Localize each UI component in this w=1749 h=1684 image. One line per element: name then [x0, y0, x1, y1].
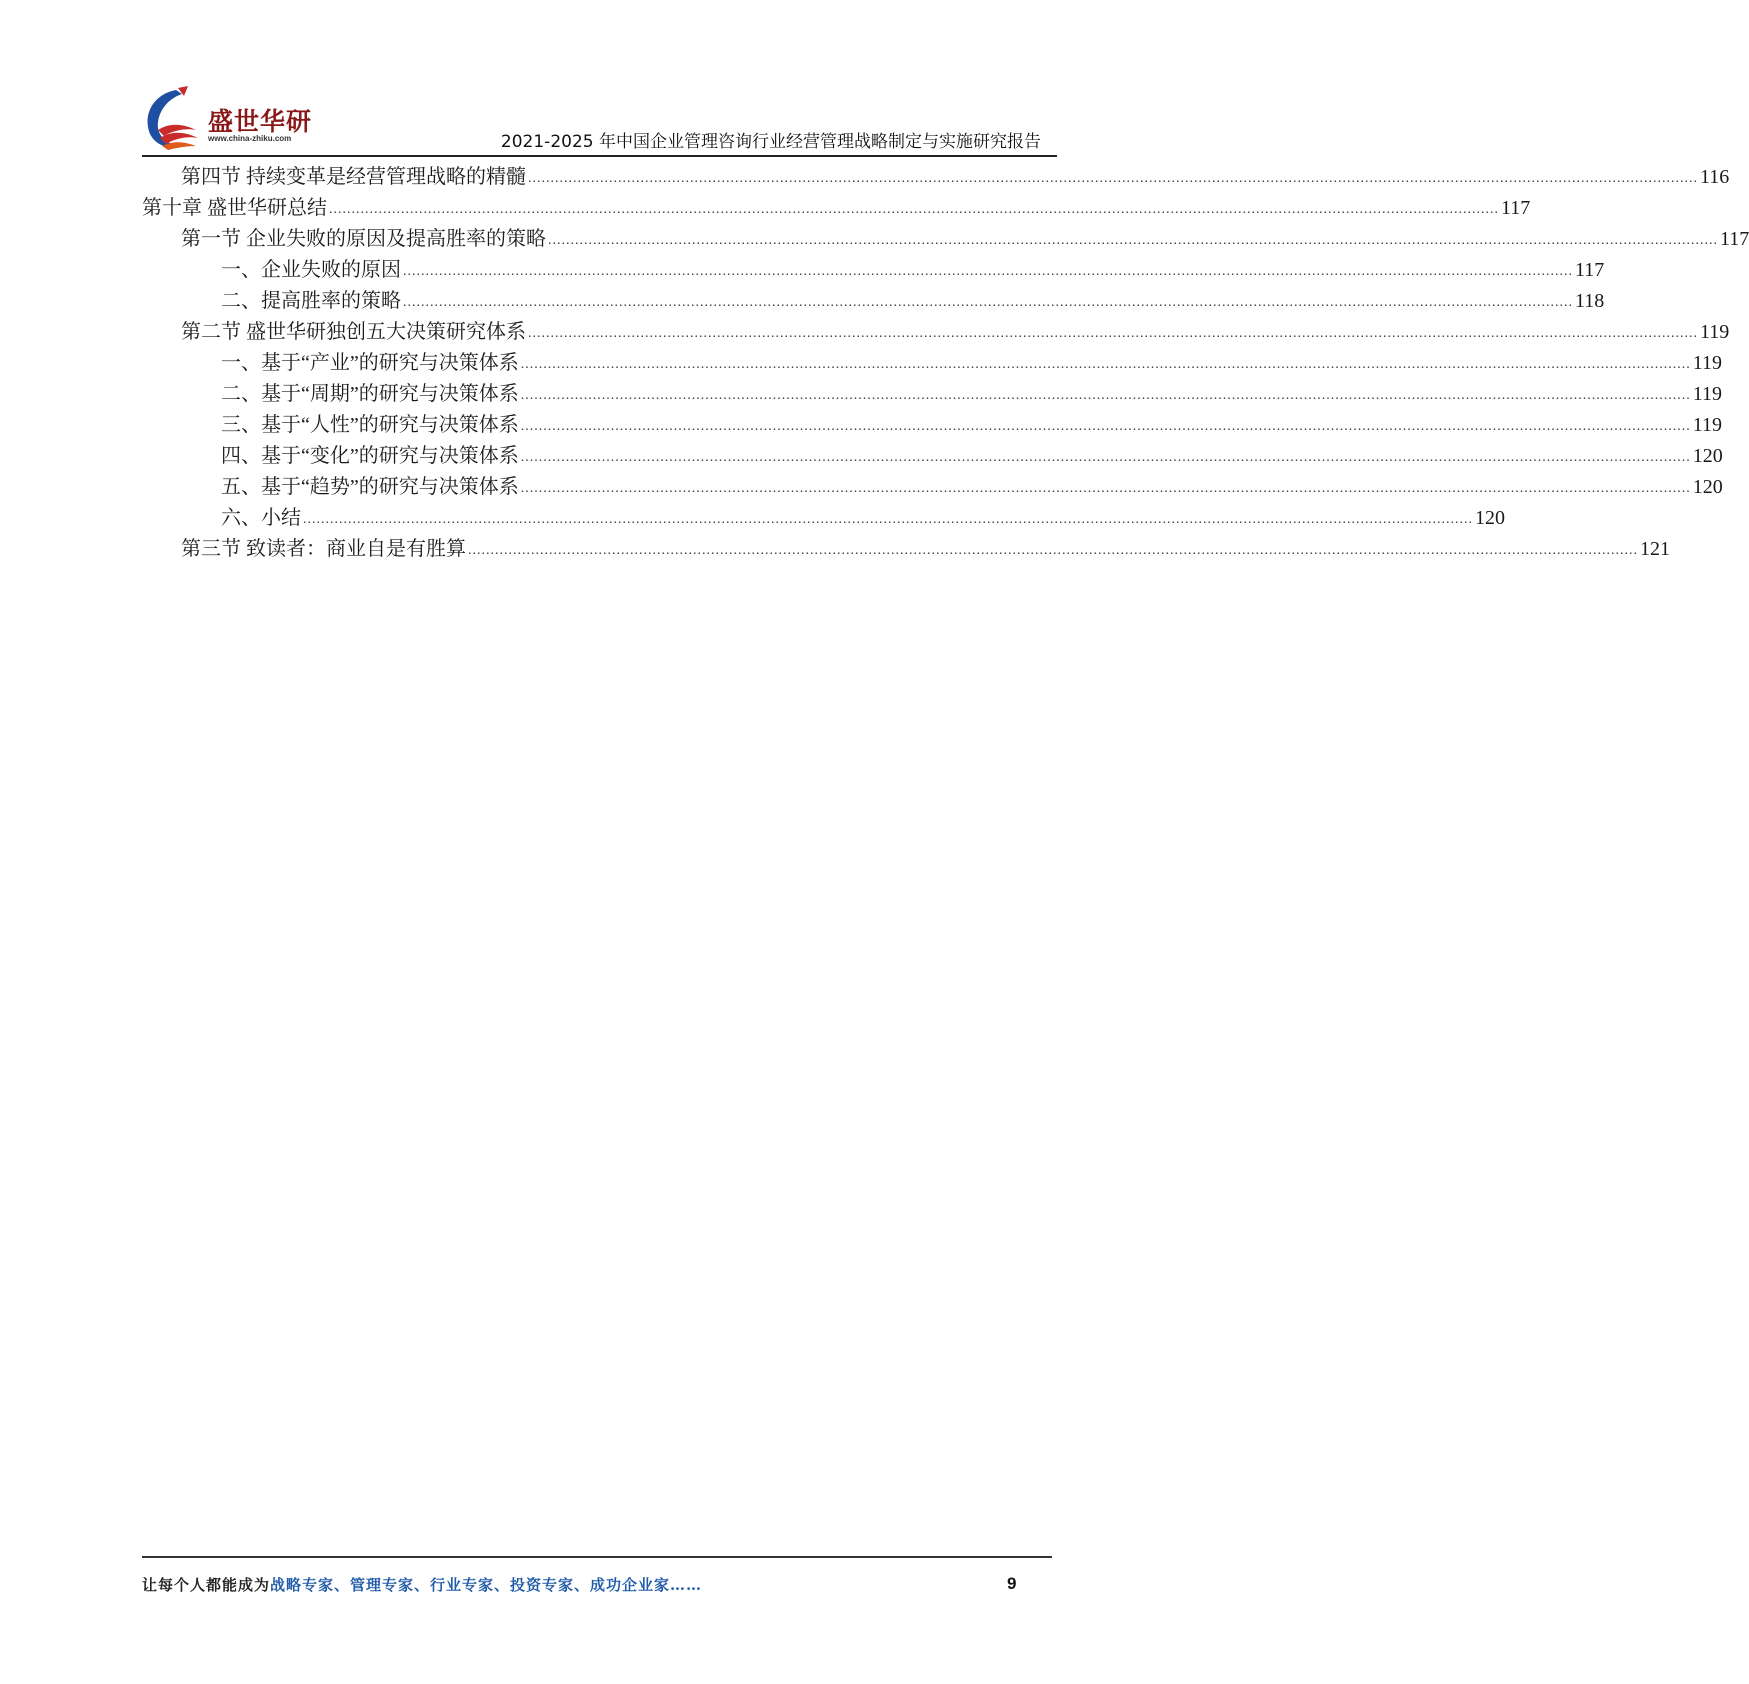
toc-entry-page: 119	[1700, 321, 1730, 343]
toc-entry-label: 三、基于“人性”的研究与决策体系	[221, 414, 519, 436]
footer-slogan	[142, 1574, 702, 1595]
toc-entry[interactable]	[142, 190, 1531, 221]
toc-entry-label: 五、基于“趋势”的研究与决策体系	[221, 476, 519, 498]
footer-slogan-plain: 让每个人都能成为	[142, 1576, 271, 1594]
toc-leader-dots: ....................................................................................................................................................................................................................................................................	[520, 388, 1691, 403]
toc-entry[interactable]	[181, 221, 1749, 252]
toc-leader-dots: ....................................................................................................................................................................................................................................................................	[520, 357, 1691, 372]
toc-entry-page: 116	[1700, 166, 1730, 188]
toc-entry[interactable]	[221, 252, 1605, 283]
toc-entry-label: 第十章 盛世华研总结	[142, 197, 327, 219]
toc-entry-label: 六、小结	[221, 507, 301, 529]
logo-url: www.china-zhiku.com	[208, 134, 292, 143]
toc-entry[interactable]	[221, 407, 1723, 438]
company-logo	[140, 84, 313, 154]
toc-entry-label: 第二节 盛世华研独创五大决策研究体系	[181, 321, 526, 343]
toc-entry-page: 120	[1692, 476, 1723, 498]
toc-entry-page: 121	[1640, 538, 1670, 560]
toc-entry[interactable]	[181, 314, 1730, 345]
toc-entry-label: 一、基于“产业”的研究与决策体系	[221, 352, 519, 374]
toc-entry[interactable]	[221, 438, 1723, 469]
toc-leader-dots: ....................................................................................................................................................................................................................................................................	[520, 481, 1691, 496]
footer-slogan-accent: 战略专家、管理专家、行业专家、投资专家、成功企业家……	[270, 1576, 703, 1594]
toc-entry-label: 一、企业失败的原因	[221, 259, 401, 281]
toc-entry-page: 117	[1575, 259, 1605, 281]
toc-entry-page: 120	[1692, 445, 1723, 467]
toc-entry[interactable]	[221, 345, 1723, 376]
toc-leader-dots: ....................................................................................................................................................................................................................................................................	[303, 512, 1473, 527]
toc-leader-dots: ....................................................................................................................................................................................................................................................................	[528, 171, 1698, 186]
page-number: 9	[1007, 1574, 1017, 1593]
toc-leader-dots: ....................................................................................................................................................................................................................................................................	[403, 264, 1573, 279]
toc-entry[interactable]	[221, 283, 1605, 314]
toc-leader-dots: ....................................................................................................................................................................................................................................................................	[520, 450, 1691, 465]
toc-entry-page: 119	[1692, 414, 1723, 436]
footer-divider	[142, 1556, 1052, 1558]
page-header	[0, 0, 1191, 160]
toc-leader-dots: ....................................................................................................................................................................................................................................................................	[548, 233, 1718, 248]
logo-emblem-icon	[140, 84, 210, 154]
toc-entry-label: 第三节 致读者：商业自是有胜算	[181, 538, 466, 560]
toc-entry-page: 120	[1475, 507, 1505, 529]
toc-entry-page: 117	[1501, 197, 1531, 219]
toc-entry-label: 四、基于“变化”的研究与决策体系	[221, 445, 519, 467]
toc-entry-page: 118	[1575, 290, 1605, 312]
toc-entry[interactable]	[181, 531, 1670, 562]
toc-entry[interactable]	[221, 469, 1723, 500]
toc-leader-dots: ....................................................................................................................................................................................................................................................................	[403, 295, 1573, 310]
toc-entry-label: 第一节 企业失败的原因及提高胜率的策略	[181, 228, 546, 250]
toc-entry-label: 二、提高胜率的策略	[221, 290, 401, 312]
header-divider	[142, 155, 1057, 157]
toc-entry[interactable]	[181, 159, 1730, 190]
toc-entry-label: 二、基于“周期”的研究与决策体系	[221, 383, 519, 405]
toc-entry[interactable]	[221, 376, 1723, 407]
toc-entry[interactable]	[221, 500, 1505, 531]
toc-entry-page: 117	[1720, 228, 1749, 250]
toc-leader-dots: ....................................................................................................................................................................................................................................................................	[329, 202, 1499, 217]
toc-entry-page: 119	[1692, 352, 1723, 374]
toc-leader-dots: ....................................................................................................................................................................................................................................................................	[528, 326, 1698, 341]
toc-entry-page: 119	[1692, 383, 1723, 405]
toc-leader-dots: ....................................................................................................................................................................................................................................................................	[520, 419, 1691, 434]
logo-text: 盛世华研	[208, 107, 313, 136]
report-title: 2021-2025 年中国企业管理咨询行业经营管理战略制定与实施研究报告	[500, 132, 1041, 152]
toc-leader-dots: ....................................................................................................................................................................................................................................................................	[468, 543, 1638, 558]
toc-entry-label: 第四节 持续变革是经营管理战略的精髓	[181, 166, 526, 188]
